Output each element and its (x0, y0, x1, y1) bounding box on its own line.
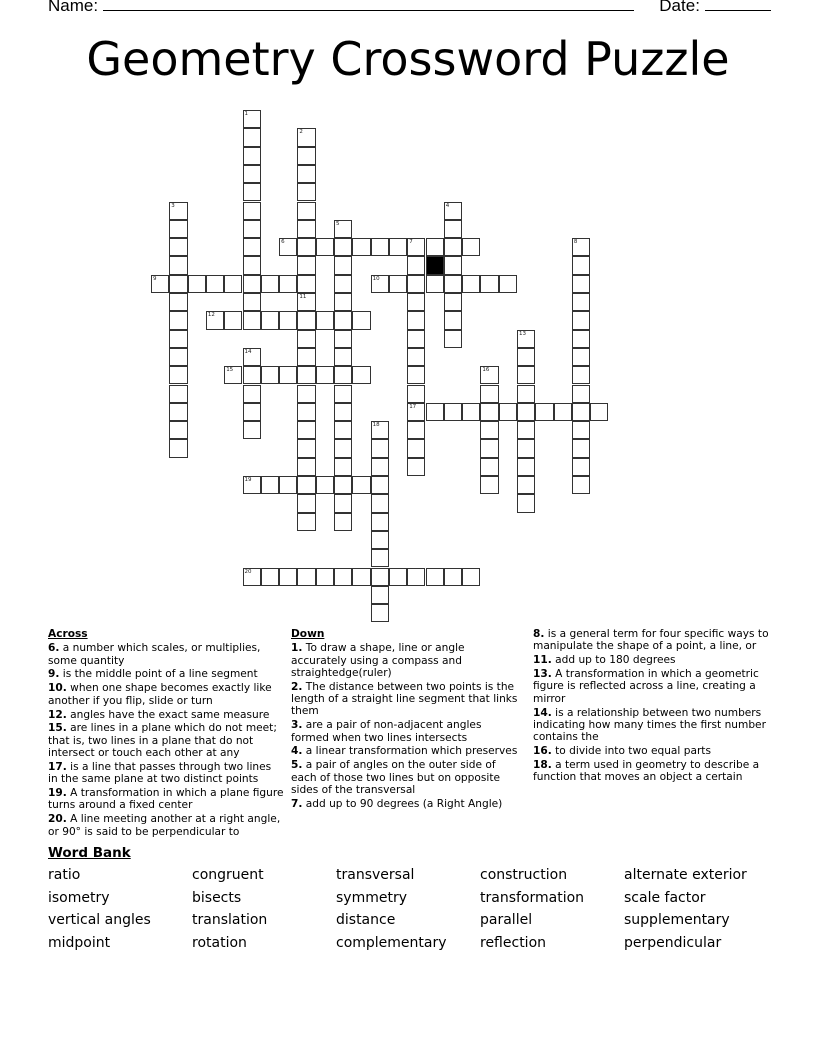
grid-cell[interactable] (371, 275, 389, 293)
clue-number: 6 (281, 239, 285, 246)
grid-cell[interactable] (572, 458, 590, 476)
grid-cell[interactable] (499, 275, 517, 293)
clue-item (291, 719, 521, 744)
grid-cell[interactable] (297, 366, 315, 384)
grid-cell[interactable] (462, 568, 480, 586)
grid-cell[interactable] (480, 476, 498, 494)
grid-cell[interactable] (243, 275, 261, 293)
clue-number-label: 20. (48, 813, 67, 826)
grid-cell[interactable] (572, 366, 590, 384)
grid-cell[interactable] (297, 220, 315, 238)
grid-cell[interactable] (572, 311, 590, 329)
grid-cell[interactable] (371, 586, 389, 604)
grid-cell[interactable] (572, 293, 590, 311)
grid-cell[interactable] (297, 476, 315, 494)
clue-number: 13 (519, 330, 526, 337)
grid-cell[interactable] (480, 403, 498, 421)
clue-text: to divide into two equal parts (551, 745, 711, 758)
grid-cell[interactable] (261, 476, 279, 494)
grid-cell[interactable] (407, 330, 425, 348)
clue-number-label: 16. (533, 745, 552, 758)
black-cell (426, 256, 444, 274)
grid-cell[interactable] (297, 385, 315, 403)
clue-text: A transformation in which a plane figure turns around a fixed center (48, 787, 284, 812)
clue-item (48, 787, 284, 812)
grid-cell[interactable] (243, 128, 261, 146)
grid-cell[interactable] (517, 348, 535, 366)
grid-cell[interactable] (243, 421, 261, 439)
grid-cell[interactable] (334, 458, 352, 476)
grid-cell[interactable] (316, 366, 334, 384)
grid-cell[interactable] (169, 220, 187, 238)
clue-number: 12 (207, 312, 215, 319)
clue-number: 17 (409, 403, 417, 410)
word-bank-item: parallel (480, 912, 533, 928)
grid-cell[interactable] (261, 311, 279, 329)
grid-cell[interactable] (352, 476, 370, 494)
grid-cell[interactable] (352, 366, 370, 384)
clue-number-label: 13. (533, 668, 552, 681)
grid-cell[interactable] (426, 275, 444, 293)
grid-cell[interactable] (407, 458, 425, 476)
grid-cell[interactable] (224, 366, 242, 384)
grid-cell[interactable] (334, 494, 352, 512)
clue-item (48, 682, 284, 707)
word-bank-item: rotation (192, 934, 247, 951)
grid-cell[interactable] (407, 403, 425, 421)
grid-cell[interactable] (572, 348, 590, 366)
grid-cell[interactable] (371, 531, 389, 549)
clue-text: angles have the exact same measure (66, 708, 270, 721)
grid-cell[interactable] (279, 238, 297, 256)
clue-number: 2 (299, 129, 303, 136)
grid-cell[interactable] (480, 366, 498, 384)
clue-item (533, 745, 773, 757)
clue-number-label: 1. (291, 642, 303, 655)
clue-item (291, 798, 521, 810)
grid-cell[interactable] (279, 476, 297, 494)
grid-cell[interactable] (426, 568, 444, 586)
grid-cell[interactable] (169, 385, 187, 403)
word-bank-item: ratio (48, 867, 81, 883)
grid-cell[interactable] (572, 421, 590, 439)
grid-cell[interactable] (554, 403, 572, 421)
grid-cell[interactable] (334, 220, 352, 238)
grid-cell[interactable] (426, 238, 444, 256)
grid-cell[interactable] (243, 183, 261, 201)
grid-cell[interactable] (243, 476, 261, 494)
grid-cell[interactable] (407, 421, 425, 439)
clue-item (48, 642, 284, 667)
clue-text: is the middle point of a line segment (59, 668, 258, 681)
grid-cell[interactable] (444, 202, 462, 220)
grid-cell[interactable] (297, 348, 315, 366)
clue-text: The distance between two points is the length of a straight line segment that links them (291, 680, 518, 718)
grid-cell[interactable] (243, 403, 261, 421)
word-bank-item: supplementary (624, 912, 730, 928)
word-bank-item: translation (192, 912, 268, 928)
clue-item (48, 761, 284, 786)
grid-cell[interactable] (169, 293, 187, 311)
clue-number: 10 (372, 275, 380, 282)
grid-cell[interactable] (407, 568, 425, 586)
grid-cell[interactable] (261, 568, 279, 586)
grid-cell[interactable] (243, 238, 261, 256)
grid-cell[interactable] (243, 202, 261, 220)
grid-cell[interactable] (169, 256, 187, 274)
grid-cell[interactable] (261, 366, 279, 384)
grid-cell[interactable] (462, 403, 480, 421)
grid-cell[interactable] (426, 403, 444, 421)
grid-cell[interactable] (407, 238, 425, 256)
grid-cell[interactable] (389, 568, 407, 586)
word-bank-heading: Word Bank (48, 845, 131, 861)
clue-text: is a line that passes through two lines in the same plane at two distinct points (48, 760, 272, 786)
grid-cell[interactable] (297, 311, 315, 329)
grid-cell[interactable] (444, 238, 462, 256)
grid-cell[interactable] (480, 421, 498, 439)
clue-number-label: 15. (48, 722, 67, 735)
clue-number: 4 (445, 202, 450, 209)
grid-cell[interactable] (572, 403, 590, 421)
grid-cell[interactable] (389, 238, 407, 256)
word-bank-item: bisects (192, 889, 242, 906)
word-bank-item: congruent (192, 867, 264, 883)
clue-number-label: 12. (48, 708, 67, 721)
grid-cell[interactable] (371, 604, 389, 622)
clue-text: are a pair of non-adjacent angles formed when two lines intersects (291, 719, 482, 744)
word-bank-item: complementary (336, 934, 447, 951)
clue-number-label: 8. (533, 628, 545, 640)
grid-cell[interactable] (297, 275, 315, 293)
clue-number-label: 2. (291, 680, 303, 693)
grid-cell[interactable] (243, 348, 261, 366)
grid-cell[interactable] (334, 256, 352, 274)
grid-cell[interactable] (169, 348, 187, 366)
grid-cell[interactable] (316, 476, 334, 494)
grid-cell[interactable] (517, 439, 535, 457)
grid-cell[interactable] (371, 549, 389, 567)
grid-cell[interactable] (334, 366, 352, 384)
grid-cell[interactable] (517, 330, 535, 348)
grid-cell[interactable] (480, 439, 498, 457)
clue-item (48, 709, 284, 721)
grid-cell[interactable] (243, 311, 261, 329)
clue-number: 7 (409, 239, 413, 246)
clue-number: 15 (226, 367, 234, 374)
clue-number-label: 4. (291, 745, 303, 758)
grid-cell[interactable] (334, 421, 352, 439)
grid-cell[interactable] (407, 348, 425, 366)
grid-cell[interactable] (407, 311, 425, 329)
grid-cell[interactable] (371, 513, 389, 531)
clue-text: when one shape becomes exactly like another if you flip, slide or turn (48, 682, 272, 707)
grid-cell[interactable] (297, 513, 315, 531)
grid-cell[interactable] (334, 238, 352, 256)
clue-item (48, 668, 284, 680)
clue-item (533, 654, 773, 666)
grid-cell[interactable] (297, 128, 315, 146)
grid-cell[interactable] (389, 275, 407, 293)
grid-cell[interactable] (480, 275, 498, 293)
clue-number-label: 5. (291, 759, 303, 772)
clue-item (291, 745, 521, 757)
down-heading: Down (291, 628, 325, 640)
grid-cell[interactable] (371, 421, 389, 439)
grid-cell[interactable] (279, 366, 297, 384)
grid-cell[interactable] (572, 275, 590, 293)
clue-number-label: 19. (48, 787, 67, 800)
grid-cell[interactable] (334, 439, 352, 457)
grid-cell[interactable] (572, 476, 590, 494)
grid-cell[interactable] (444, 568, 462, 586)
word-bank-item: alternate exterior (624, 867, 747, 883)
clue-number: 20 (244, 568, 252, 575)
clue-number: 5 (336, 220, 340, 227)
grid-cell[interactable] (297, 165, 315, 183)
down-clues-continued (533, 628, 773, 785)
grid-cell[interactable] (444, 256, 462, 274)
clue-text: A line meeting another at a right angle, or 90° is said to be perpendicular to (48, 813, 281, 838)
grid-cell[interactable] (371, 476, 389, 494)
grid-cell[interactable] (297, 202, 315, 220)
grid-cell[interactable] (243, 366, 261, 384)
grid-cell[interactable] (517, 366, 535, 384)
name-label: Name: (48, 0, 99, 15)
grid-cell[interactable] (297, 458, 315, 476)
grid-cell[interactable] (407, 385, 425, 403)
grid-cell[interactable] (151, 275, 169, 293)
clue-number: 3 (171, 202, 175, 209)
across-clues (48, 628, 284, 840)
grid-cell[interactable] (297, 439, 315, 457)
grid-cell[interactable] (224, 275, 242, 293)
grid-cell[interactable] (572, 330, 590, 348)
clue-number-label: 14. (533, 706, 552, 719)
grid-cell[interactable] (371, 238, 389, 256)
word-bank (48, 867, 768, 952)
grid-cell[interactable] (517, 494, 535, 512)
grid-cell[interactable] (590, 403, 608, 421)
word-bank-item: isometry (48, 889, 110, 906)
grid-cell[interactable] (243, 220, 261, 238)
grid-cell[interactable] (169, 366, 187, 384)
clue-number: 8 (573, 239, 578, 246)
grid-cell[interactable] (535, 403, 553, 421)
grid-cell[interactable] (169, 330, 187, 348)
grid-cell[interactable] (334, 275, 352, 293)
grid-cell[interactable] (297, 147, 315, 165)
clue-number-label: 10. (48, 682, 67, 695)
grid-cell[interactable] (517, 476, 535, 494)
grid-cell[interactable] (334, 348, 352, 366)
clue-item (291, 759, 521, 796)
grid-cell[interactable] (169, 403, 187, 421)
grid-cell[interactable] (334, 476, 352, 494)
grid-cell[interactable] (297, 403, 315, 421)
grid-cell[interactable] (279, 311, 297, 329)
clue-item (533, 668, 773, 705)
grid-cell[interactable] (334, 330, 352, 348)
grid-cell[interactable] (334, 385, 352, 403)
clue-item (291, 681, 521, 718)
word-bank-item: symmetry (336, 889, 407, 906)
clue-number: 9 (153, 275, 157, 282)
clue-item (48, 722, 284, 759)
clue-text: is a relationship between two numbers indicating how many times the first number contains the (533, 706, 766, 744)
grid-cell[interactable] (407, 293, 425, 311)
grid-cell[interactable] (572, 238, 590, 256)
clue-text: a pair of angles on the outer side of each of those two lines but on opposite sides of the transversal (291, 759, 500, 796)
clue-item (533, 707, 773, 744)
grid-cell[interactable] (316, 311, 334, 329)
grid-cell[interactable] (316, 238, 334, 256)
grid-cell[interactable] (572, 256, 590, 274)
clue-number: 14 (244, 348, 252, 355)
clue-number-label: 11. (533, 654, 552, 667)
grid-cell[interactable] (243, 256, 261, 274)
clue-item (48, 813, 284, 838)
grid-cell[interactable] (517, 403, 535, 421)
grid-cell[interactable] (499, 403, 517, 421)
clue-number-label: 18. (533, 758, 552, 771)
grid-cell[interactable] (243, 110, 261, 128)
grid-cell[interactable] (297, 238, 315, 256)
word-bank-item: reflection (480, 934, 547, 951)
grid-cell[interactable] (444, 403, 462, 421)
grid-cell[interactable] (334, 403, 352, 421)
clue-text: add up to 180 degrees (551, 654, 676, 667)
clue-item (533, 628, 773, 653)
grid-cell[interactable] (243, 147, 261, 165)
grid-cell[interactable] (243, 568, 261, 586)
grid-cell[interactable] (480, 458, 498, 476)
clue-text: a number which scales, or multiplies, some quantity (48, 642, 261, 667)
grid-cell[interactable] (462, 275, 480, 293)
clue-number-label: 3. (291, 719, 303, 732)
grid-cell[interactable] (371, 439, 389, 457)
clue-text: a term used in geometry to describe a function that moves an object a certain (533, 758, 760, 784)
grid-cell[interactable] (352, 311, 370, 329)
grid-cell[interactable] (407, 256, 425, 274)
grid-cell[interactable] (243, 293, 261, 311)
grid-cell[interactable] (261, 275, 279, 293)
grid-cell[interactable] (334, 293, 352, 311)
word-bank-item: distance (336, 912, 396, 928)
grid-cell[interactable] (334, 513, 352, 531)
grid-cell[interactable] (371, 458, 389, 476)
grid-cell[interactable] (444, 220, 462, 238)
clue-text: add up to 90 degrees (a Right Angle) (302, 797, 503, 810)
grid-cell[interactable] (572, 439, 590, 457)
grid-cell[interactable] (224, 311, 242, 329)
clue-number: 11 (299, 294, 307, 300)
grid-cell[interactable] (462, 238, 480, 256)
grid-cell[interactable] (517, 421, 535, 439)
grid-cell[interactable] (297, 568, 315, 586)
word-bank-item: transversal (336, 867, 415, 883)
clue-number-label: 6. (48, 642, 60, 655)
grid-cell[interactable] (352, 568, 370, 586)
clue-number-label: 9. (48, 668, 60, 681)
clue-text: is a general term for four specific ways to manipulate the shape of a point, a line, or (533, 628, 769, 653)
grid-cell[interactable] (206, 311, 224, 329)
clue-number-label: 17. (48, 760, 67, 773)
grid-cell[interactable] (243, 165, 261, 183)
grid-cell[interactable] (169, 439, 187, 457)
grid-cell[interactable] (407, 439, 425, 457)
clue-item (533, 759, 773, 784)
grid-cell[interactable] (480, 385, 498, 403)
across-heading: Across (48, 628, 88, 640)
clue-number: 18 (372, 422, 380, 429)
grid-cell[interactable] (169, 421, 187, 439)
word-bank-item: transformation (480, 889, 585, 906)
grid-cell[interactable] (297, 494, 315, 512)
grid-cell[interactable] (334, 568, 352, 586)
grid-cell[interactable] (316, 568, 334, 586)
clue-text: A transformation in which a geometric figure is reflected across a line, creating a mirror (533, 668, 759, 705)
clue-text: To draw a shape, line or angle accurately using a compass and straightedge(ruler) (291, 642, 465, 679)
clue-number: 16 (482, 367, 490, 374)
grid-cell[interactable] (279, 568, 297, 586)
grid-cell[interactable] (279, 275, 297, 293)
word-bank-item: vertical angles (48, 912, 151, 928)
grid-cell[interactable] (297, 330, 315, 348)
clue-text: a linear transformation which preserves (302, 745, 518, 758)
word-bank-item: construction (480, 867, 568, 883)
grid-cell[interactable] (517, 385, 535, 403)
grid-cell[interactable] (169, 238, 187, 256)
page-title: Geometry Crossword Puzzle (86, 32, 730, 86)
grid-cell[interactable] (334, 311, 352, 329)
grid-cell[interactable] (297, 293, 315, 311)
grid-cell[interactable] (444, 293, 462, 311)
word-bank-item: midpoint (48, 934, 111, 951)
clue-number: 1 (244, 111, 248, 117)
grid-cell[interactable] (407, 275, 425, 293)
clue-number: 19 (244, 477, 252, 483)
grid-cell[interactable] (407, 366, 425, 384)
word-bank-item: perpendicular (624, 934, 722, 951)
grid-cell[interactable] (297, 183, 315, 201)
clue-number-label: 7. (291, 797, 303, 810)
grid-cell[interactable] (188, 275, 206, 293)
grid-cell[interactable] (371, 568, 389, 586)
grid-cell[interactable] (444, 330, 462, 348)
grid-cell[interactable] (371, 494, 389, 512)
grid-cell[interactable] (206, 275, 224, 293)
clue-item (291, 642, 521, 679)
grid-cell[interactable] (169, 275, 187, 293)
grid-cell[interactable] (297, 256, 315, 274)
grid-cell[interactable] (243, 385, 261, 403)
grid-cell[interactable] (297, 421, 315, 439)
clue-text: are lines in a plane which do not meet; that is, two lines in a plane that do not intersect or touch each other at any (48, 722, 277, 760)
grid-cell[interactable] (572, 385, 590, 403)
grid-cell[interactable] (444, 275, 462, 293)
grid-cell[interactable] (169, 202, 187, 220)
down-clues (291, 628, 521, 812)
grid-cell[interactable] (517, 458, 535, 476)
word-bank-item: scale factor (624, 889, 706, 906)
date-label: Date: (659, 0, 700, 15)
grid-cell[interactable] (169, 311, 187, 329)
grid-cell[interactable] (444, 311, 462, 329)
grid-cell[interactable] (352, 238, 370, 256)
